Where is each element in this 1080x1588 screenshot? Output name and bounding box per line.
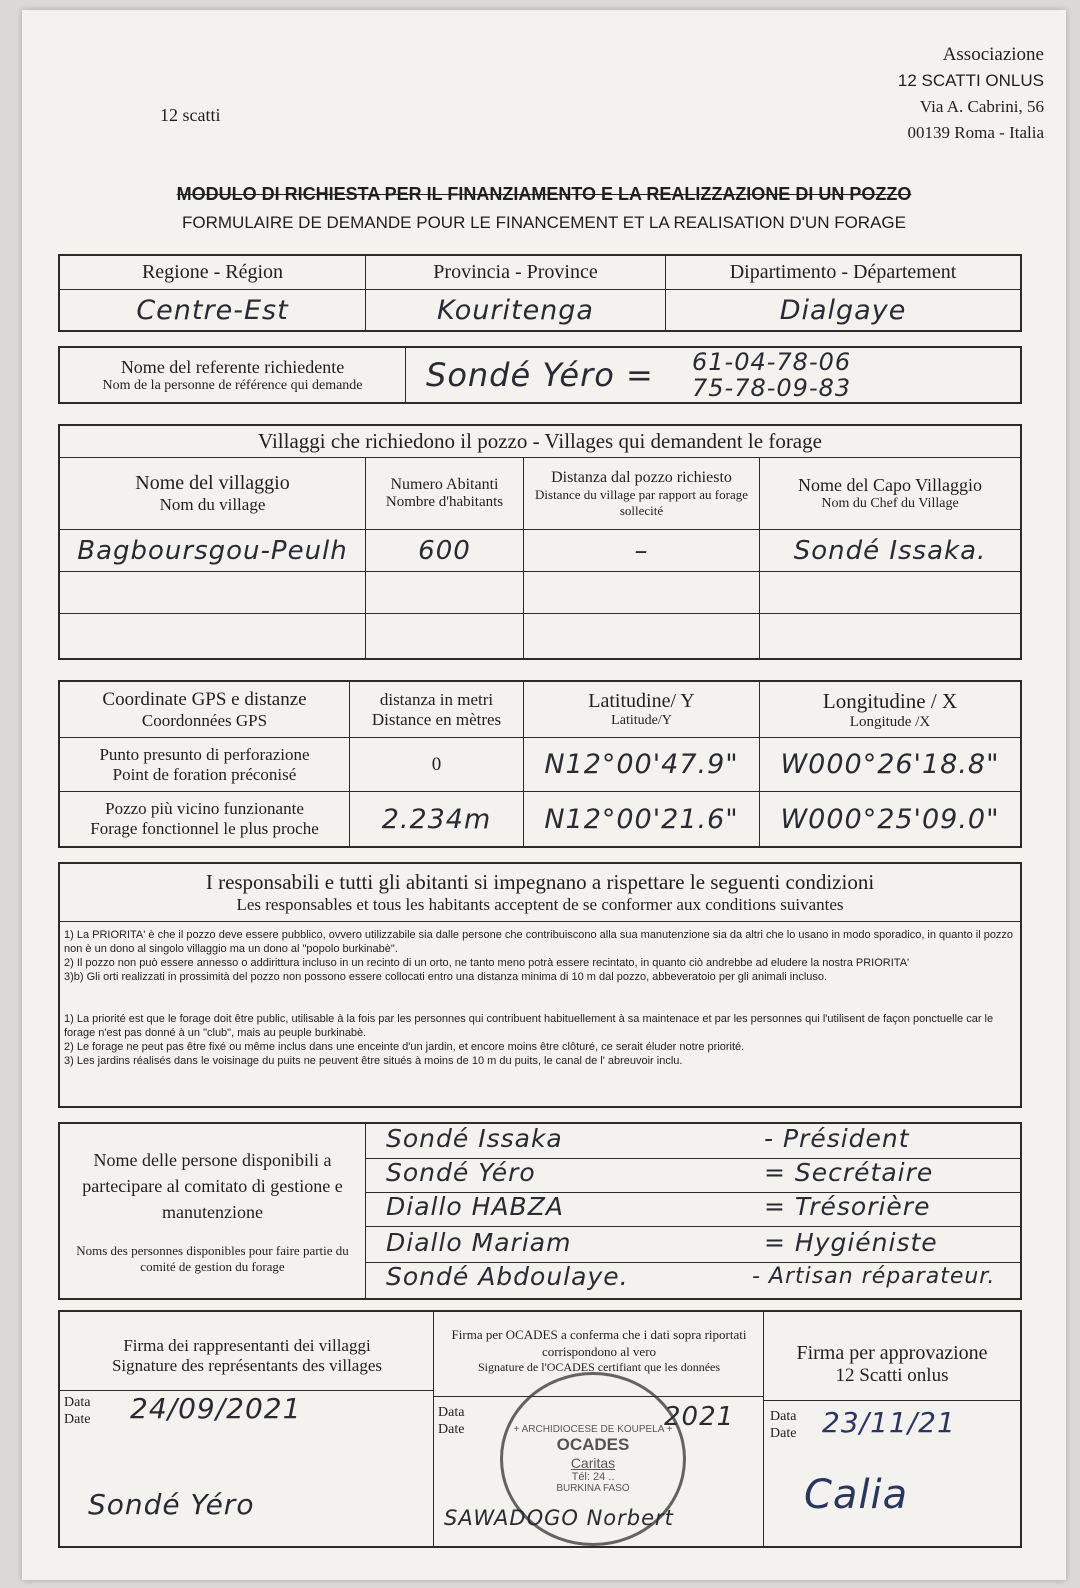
village-date-it: Data bbox=[64, 1395, 91, 1410]
approval-date-value: 23/11/21 bbox=[822, 1406, 956, 1439]
approval-signature-cell bbox=[764, 1312, 1020, 1546]
gps-lat-header-fr: Latitude/Y bbox=[611, 713, 672, 728]
org-name-2: 12 SCATTI ONLUS bbox=[897, 71, 1044, 90]
ocades-signature-cell bbox=[434, 1312, 764, 1546]
ocades-signature-title bbox=[438, 1326, 760, 1375]
form-title-fr: FORMULAIRE DE DEMANDE POUR LE FINANCEMENT ET LA REALISATION D'UN FORAGE bbox=[182, 213, 906, 232]
gps-lat-value: N12°00'47.9" bbox=[524, 738, 760, 792]
village-empty-cell bbox=[60, 614, 366, 658]
form-title-it: MODULO DI RICHIESTA PER IL FINANZIAMENTO E LA REALIZZAZIONE DI UN POZZO bbox=[176, 184, 912, 204]
gps-row-label bbox=[60, 738, 350, 792]
committee-member-name: Diallo Mariam bbox=[386, 1228, 572, 1257]
ocades-date-value: 2021 bbox=[664, 1402, 735, 1432]
village-date-value: 24/09/2021 bbox=[130, 1392, 302, 1425]
committee-label-fr: Noms des personnes disponibles pour faire partie du comité de gestion du forage bbox=[76, 1243, 349, 1274]
approval-signature-title bbox=[764, 1342, 1020, 1387]
distance-header-it: Distanza dal pozzo richiesto bbox=[551, 468, 732, 486]
committee-member-name: Diallo HABZA bbox=[386, 1192, 564, 1221]
signatures-box bbox=[58, 1310, 1022, 1548]
village-name-header bbox=[60, 458, 366, 530]
village-signature: Sondé Yéro bbox=[88, 1488, 255, 1521]
village-signature-title bbox=[60, 1336, 434, 1376]
org-address-1: Via A. Cabrini, 56 bbox=[919, 97, 1044, 116]
gps-label-header bbox=[60, 682, 350, 738]
referent-label-fr: Nom de la personne de référence qui demande bbox=[102, 377, 363, 393]
distance-header bbox=[524, 458, 760, 530]
stamp-line: OCADES bbox=[556, 1435, 630, 1454]
conditions-fr bbox=[64, 1012, 1014, 1068]
ocades-signature-title-fr: Signature de l'OCADES certifiant que les données bbox=[477, 1360, 721, 1374]
stamp-line: Caritas bbox=[570, 1455, 616, 1471]
stamp-line: BURKINA FASO bbox=[556, 1483, 630, 1494]
gps-label-header-fr: Coordonnées GPS bbox=[141, 710, 268, 730]
gps-lat-value: N12°00'21.6" bbox=[524, 792, 760, 846]
committee-member-role: - Président bbox=[764, 1124, 910, 1153]
village-empty-cell bbox=[524, 572, 760, 614]
inhabitants-header bbox=[366, 458, 524, 530]
approval-title-fr: 12 Scatti onlus bbox=[835, 1365, 949, 1386]
committee-member-role: = Hygiéniste bbox=[764, 1228, 938, 1257]
village-name-header-it: Nome del villaggio bbox=[135, 472, 290, 494]
committee-member-role: = Secrétaire bbox=[764, 1158, 934, 1187]
region-header: Regione - Région bbox=[60, 256, 366, 290]
referent-box bbox=[58, 346, 1022, 404]
village-empty-cell bbox=[60, 572, 366, 614]
gps-distance-value: 0 bbox=[350, 738, 524, 792]
gps-table bbox=[58, 680, 1022, 848]
chief-header-it: Nome del Capo Villaggio bbox=[797, 475, 983, 495]
village-empty-cell bbox=[524, 614, 760, 658]
region-value: Centre-Est bbox=[60, 290, 366, 330]
ocades-signature-title-it: Firma per OCADES a conferma che i dati sopra riportati corrispondono al vero bbox=[451, 1327, 747, 1359]
committee-label-it: Nome delle persone disponibili a partecipare al comitato di gestione e manutenzione bbox=[82, 1150, 343, 1222]
committee-member-role: - Artisan réparateur. bbox=[752, 1264, 996, 1289]
village-empty-cell bbox=[366, 572, 524, 614]
gps-lon-value: W000°26'18.8" bbox=[760, 738, 1020, 792]
chief-cell: Sondé Issaka. bbox=[760, 530, 1020, 572]
approval-date-label bbox=[770, 1408, 796, 1442]
condition-fr-3: 3) Les jardins réalisés dans le voisinage du puits ne peuvent être situés à moins de 10 m du puits, le canal de l' abreuvoir inclu. bbox=[64, 1055, 683, 1067]
village-date-fr: Date bbox=[64, 1412, 91, 1427]
ocades-date-fr: Date bbox=[438, 1422, 465, 1437]
condition-it-2: 2) Il pozzo non può essere annesso o addirittura incluso in un recinto di un orto, ne tanto meno potrà essere recintato, in quanto ciò andrebbe ad eludere la nostra PRIORITA' bbox=[64, 957, 910, 969]
ocades-date-it: Data bbox=[438, 1405, 465, 1420]
committee-member-name: Sondé Issaka bbox=[386, 1124, 563, 1153]
referent-value: Sondé Yéro = bbox=[426, 356, 654, 394]
committee-member-name: Sondé Abdoulaye. bbox=[386, 1262, 629, 1291]
condition-it-3: 3)b) Gli orti realizzati in prossimità del pozzo non possono essere collocati entro una distanza minima di 10 m dal pozzo, abbeveratoio per gli animali incluso. bbox=[64, 971, 828, 983]
gps-row-label bbox=[60, 792, 350, 846]
approval-title-it: Firma per approvazione bbox=[796, 1342, 988, 1364]
distance-header-fr: Distance du village par rapport au forage sollecité bbox=[535, 486, 748, 518]
org-name-1: Associazione bbox=[942, 44, 1044, 65]
province-value: Kouritenga bbox=[366, 290, 666, 330]
conditions-title-fr: Les responsables et tous les habitants acceptent de se conformer aux conditions suivantes bbox=[236, 895, 844, 914]
province-header: Provincia - Province bbox=[366, 256, 666, 290]
org-address-2: 00139 Roma - Italia bbox=[907, 123, 1044, 142]
department-value: Dialgaye bbox=[779, 294, 907, 326]
referent-label bbox=[60, 348, 406, 402]
committee-box bbox=[58, 1122, 1022, 1300]
gps-lat-header bbox=[524, 682, 760, 738]
gps-lon-header bbox=[760, 682, 1020, 738]
committee-member-role: = Trésorière bbox=[764, 1192, 931, 1221]
village-name-cell: Bagboursgou-Peulh bbox=[60, 530, 366, 572]
gps-row-label-fr: Forage fonctionnel le plus proche bbox=[90, 819, 319, 838]
conditions-it bbox=[64, 928, 1014, 984]
approval-signature: Calia bbox=[804, 1472, 909, 1518]
village-empty-cell bbox=[366, 614, 524, 658]
gps-distance-value: 2.234m bbox=[350, 792, 524, 846]
condition-it-1: 1) La PRIORITA' è che il pozzo deve essere pubblico, ovvero utilizzabile sia dalle persone che contribuiscono alla sua manutenzione sia da altri che lo usano in modo sporadico, in quanto il pozzo non è un dono al singolo villaggio ma un dono al "popolo burkinabè". bbox=[64, 929, 1014, 955]
referent-phone-1: 61-04-78-06 bbox=[692, 348, 852, 376]
inhabitants-header-it: Numero Abitanti bbox=[390, 476, 499, 493]
region-table bbox=[58, 254, 1022, 332]
gps-lon-header-fr: Longitude /X bbox=[849, 713, 931, 730]
logo-text: 12 scatti bbox=[160, 105, 221, 125]
org-address bbox=[898, 42, 1044, 146]
gps-lon-header-it: Longitudine / X bbox=[822, 688, 958, 713]
gps-lat-header-it: Latitudine/ Y bbox=[588, 690, 695, 712]
gps-row-label-it: Punto presunto di perforazione bbox=[99, 744, 310, 764]
inhabitants-cell: 600 bbox=[366, 530, 524, 572]
referent-phone-2: 75-78-09-83 bbox=[692, 374, 852, 402]
village-name-header-fr: Nom du village bbox=[159, 495, 266, 514]
distance-cell: – bbox=[524, 530, 760, 572]
gps-distance-header-fr: Distance en mètres bbox=[371, 709, 502, 729]
conditions-header bbox=[60, 864, 1020, 922]
conditions-title-it: I responsabili e tutti gli abitanti si impegnano a rispettare le seguenti condizioni bbox=[205, 870, 875, 894]
condition-fr-1: 1) La priorité est que le forage doit être public, utilisable à la fois par les personnes qui contribuent habituellement à sa maintenace et par les personnes qui l'utilisent de façon ponctuelle car le forage n'est pas donné à un "club", mais au peuple burkinabè. bbox=[64, 1013, 994, 1039]
gps-lon-value: W000°25'09.0" bbox=[780, 803, 1000, 835]
gps-row-label-it: Pozzo più vicino funzionante bbox=[105, 799, 304, 818]
inhabitants-header-fr: Nombre d'habitants bbox=[385, 494, 504, 510]
committee-member-name: Sondé Yéro bbox=[386, 1158, 536, 1187]
village-signature-title-it: Firma dei rappresentanti dei villaggi bbox=[123, 1336, 371, 1355]
committee-label bbox=[60, 1124, 366, 1298]
village-date-label bbox=[64, 1394, 90, 1428]
villages-table bbox=[58, 424, 1022, 660]
chief-header bbox=[760, 458, 1020, 530]
condition-fr-2: 2) Le forage ne peut pas être fixé ou même inclus dans une enceinte d'un jardin, et encore moins être clôturé, ce serait éluder notre priorité. bbox=[64, 1041, 745, 1053]
gps-distance-header-it: distanza in metri bbox=[379, 689, 494, 709]
gps-distance-header bbox=[350, 682, 524, 738]
ocades-date-label bbox=[438, 1404, 464, 1438]
stamp-line: + ARCHIDIOCESE DE KOUPELA + bbox=[513, 1424, 673, 1435]
gps-label-header-it: Coordinate GPS e distanze bbox=[102, 688, 307, 710]
villages-title: Villaggi che richiedono il pozzo - Villages qui demandent le forage bbox=[60, 426, 1020, 458]
approval-date-fr: Date bbox=[770, 1426, 797, 1441]
conditions-box bbox=[58, 862, 1022, 1108]
gps-row-label-fr: Point de foration préconisé bbox=[112, 764, 297, 784]
ocades-signature: SAWADOGO Norbert bbox=[444, 1506, 674, 1530]
village-signature-title-fr: Signature des représentants des villages bbox=[111, 1356, 383, 1375]
approval-date-it: Data bbox=[770, 1409, 797, 1424]
stamp-line: Tél: 24 .. bbox=[571, 1471, 615, 1483]
village-empty-cell bbox=[760, 614, 1020, 658]
chief-header-fr: Nom du Chef du Village bbox=[821, 496, 959, 511]
village-signature-cell bbox=[60, 1312, 434, 1546]
form-page bbox=[22, 10, 1066, 1580]
village-empty-cell bbox=[760, 572, 1020, 614]
referent-label-it: Nome del referente richiedente bbox=[120, 356, 345, 377]
department-header: Dipartimento - Département bbox=[666, 256, 1020, 290]
